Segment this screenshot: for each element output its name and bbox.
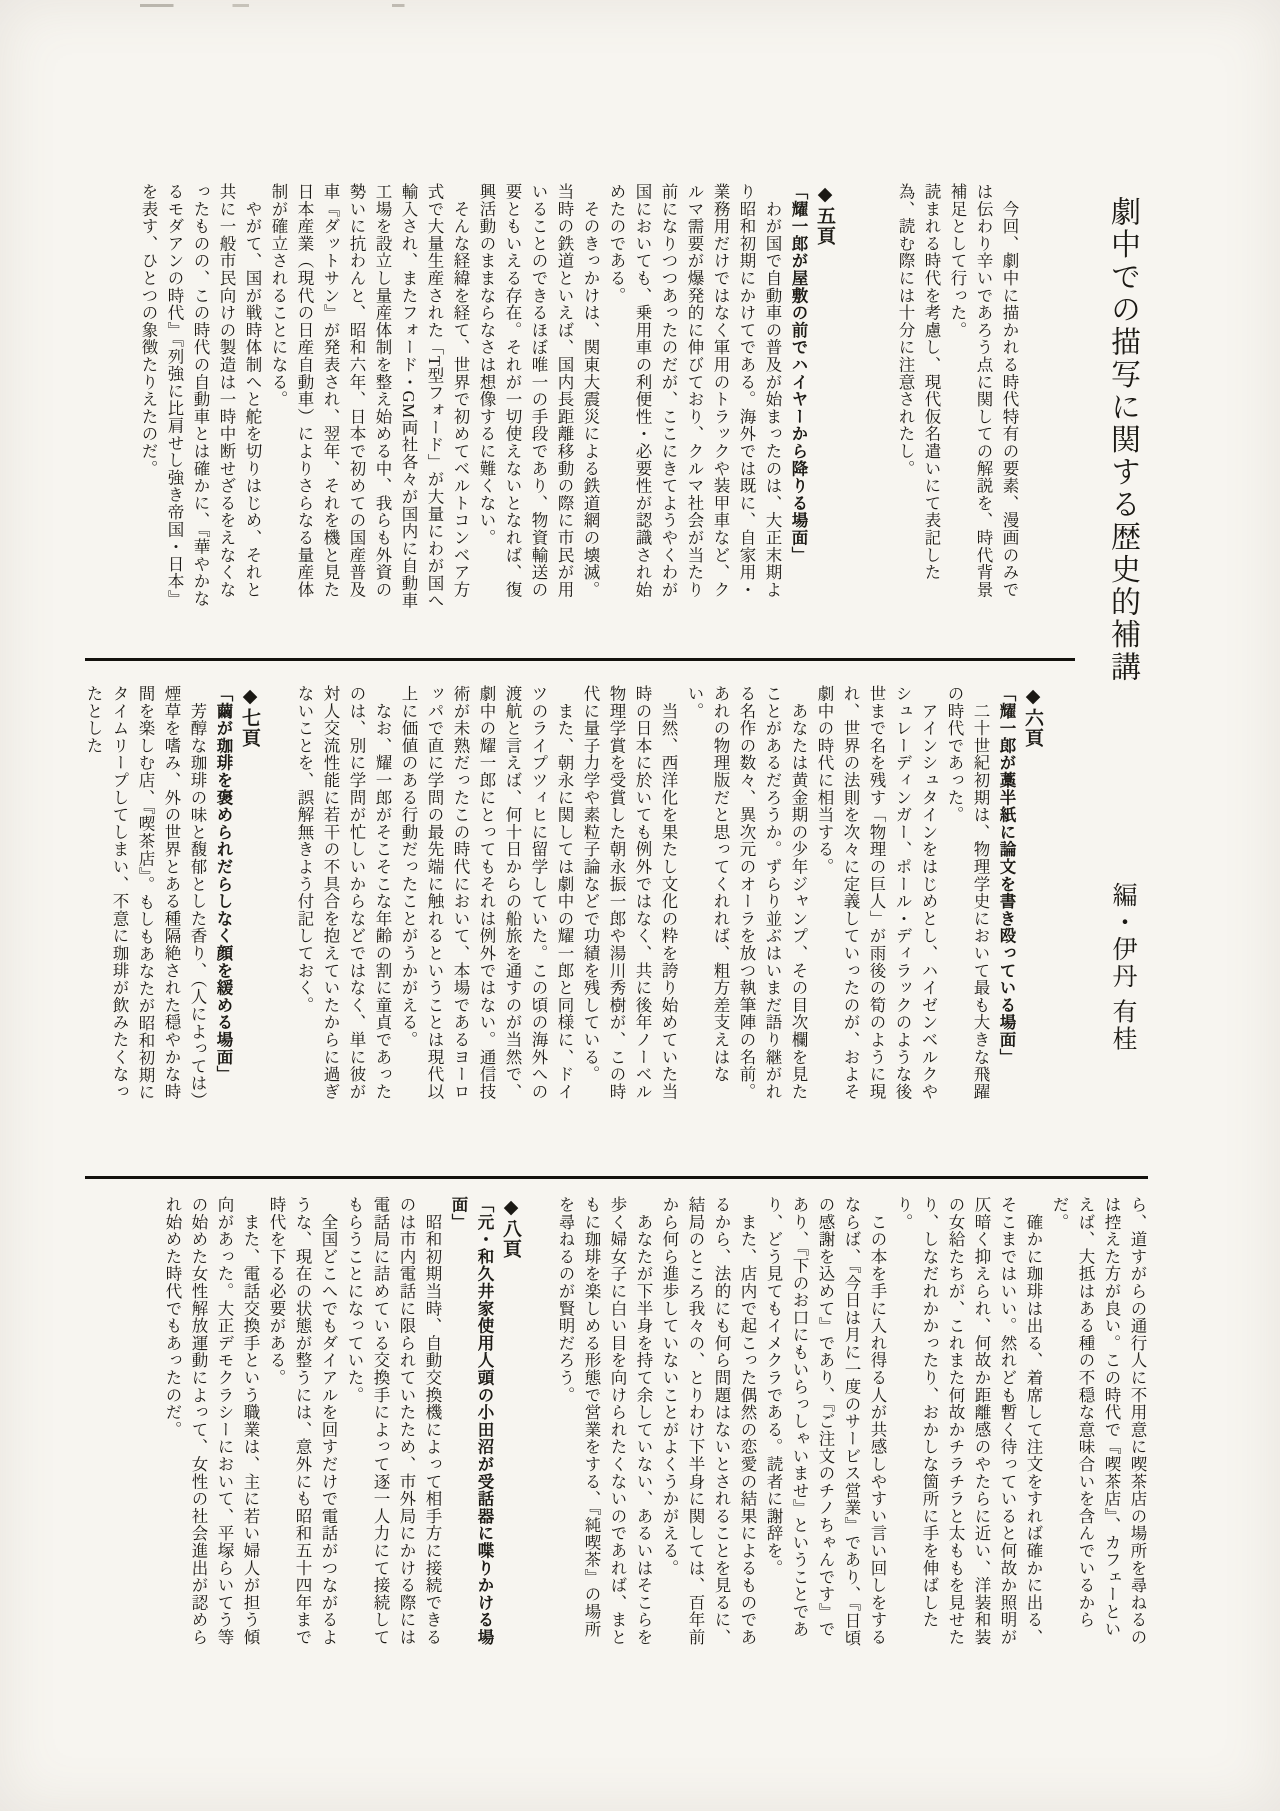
section-page7-continued (552, 1196, 1150, 1653)
paragraph: 二十世紀初期は、物理学史において最も大きな飛躍の時代であった。 (945, 685, 990, 1101)
section-heading: ◆六頁 (1022, 685, 1043, 748)
editor-credit: 編・伊丹 有桂 (1109, 881, 1136, 1052)
section-heading: ◆八頁 (500, 1196, 521, 1259)
section-subheading: 「耀一郎が藁半紙に論文を書き殴っている場面」 (997, 685, 1016, 1066)
page-title: 劇中での描写に関する歴史的補講 (1106, 196, 1139, 684)
paragraph: また、電話交換手という職業は、主に若い婦人が担う傾向があった。大正デモクラシーにおいて、平塚らいてう等の始めた女性解放運動によって、女性の社会進出が認められ始めた時代でもあったのだ。 (163, 1196, 260, 1646)
intro-paragraph: 読まれる時代を考慮し、現代仮名遣いにて表記した為、読む際には十分に注意されたし。 (896, 183, 941, 581)
intro-paragraph: 今回、劇中に描かれる時代特有の要素、漫画のみでは伝わり辛いであろう点に関しての解説を、時代背景補足として行った。 (948, 183, 1019, 599)
paragraph: そんな経緯を経て、世界で初めてベルトコンベア方式で大量生産された「T型フォード」が大量にわが国へ輸入され、またフォード・GM両社各々が国内に自動車工場を設立し量産体制を整え始める中、我らも外資の勢いに抗わんと、昭和六年、日本で初めての国産普及車『ダットサン』が発表され、翌年、それを機と見た日本産業（現代の日産自動車）によりさらなる量産体制が確立されることになる。 (269, 183, 470, 610)
band-bottom (159, 1196, 1150, 1653)
paragraph: また、朝永に関しては劇中の耀一郎と同様に、ドイツのライプツィヒに留学していた。この頃の海外への渡航と言えば、何十日からの船旅を通すのが当然で、劇中の耀一郎にとってもそれは例外ではない。通信技術が未熟だったこの時代において、本場であるヨーロッパで直に学問の最先端に触れるということは現代以上に価値のある行動だったことがうかがえる。 (399, 685, 574, 1101)
band-top (135, 183, 1022, 613)
section-page8 (159, 1196, 524, 1653)
paragraph: アインシュタインをはじめとし、ハイゼンベルクやシュレーディンガー、ポール・ディラックのような後世まで名を残す「物理の巨人」が雨後の筍のように現れ、世界の法則を次々に定義していったのが、およそ劇中の時代に相当する。 (815, 685, 938, 1101)
section-subheading: 「元・和久井家使用人頭の小田沼が受話器に喋りかける場面」 (449, 1196, 494, 1646)
paragraph: ら、道すがらの通行人に不用意に喫茶店の場所を尋ねるのは控えた方が良い。この時代で『喫茶店』、カフェーといえば、大抵はある種の不穏な意味合いを含んでいるからだ。 (1050, 1196, 1147, 1646)
paragraph: あなたが下半身を持て余していない、あるいはそこらを歩く婦女子に白い目を向けられたくないのであれば、まともに珈琲を楽しめる形態で営業をする、『純喫茶』の場所を尋ねるのが賢明だろう。 (556, 1196, 653, 1646)
paragraph: 昭和初期当時、自動交換機によって相手方に接続できるのは市内電話に限られていたため、市外局にかける際には電話局に詰めている交換手によって逐一人力にて接続してもらうことになっていた。 (345, 1196, 442, 1646)
section-page5 (135, 183, 838, 613)
section-page6 (291, 685, 1046, 1116)
band-middle (80, 685, 1046, 1116)
section-divider (85, 1176, 1148, 1179)
paragraph: なお、耀一郎がそこそこな年齢の割に童貞であったのは、別に学問が忙しいからなどではなく、単に彼が対人交流性能に若干の不具合を抱えていたからに過ぎないことを、誤解無きよう付記しておく。 (295, 685, 392, 1101)
paragraph: 当然、西洋化を果たし文化の粋を誇り始めていた当時の日本に於いても例外ではなく、共に後年ノーベル物理学賞を受賞した朝永振一郎や湯川秀樹が、この時代に量子力学や素粒子論などで功績を残している。 (581, 685, 678, 1101)
section-page7 (80, 685, 263, 1116)
section-subheading: 「耀一郎が屋敷の前でハイヤーから降りる場面」 (789, 183, 808, 564)
paragraph: この本を手に入れ得る人が共感しやすい言い回しをするならば、『今日は月に一度のサービス営業』であり、『日頃の感謝を込めて』であり、『ご注文のチノちゃんです』であり、『下のお口にもいらっしゃいませ』ということであり、どう見てもイメクラである。読者に謝辞を。 (764, 1196, 887, 1647)
paragraph: そのきっかけは、関東大震災による鉄道網の壊滅。当時の鉄道といえば、国内長距離移動の際に市民が用いることのできるほぼ唯一の手段であり、物資輸送の要ともいえる存在。それが一切使えないとなれば、復興活動のままならなさは想像するに難くない。 (477, 183, 600, 599)
section-heading: ◆七頁 (239, 685, 260, 748)
paragraph: 芳醇な珈琲の味と馥郁とした香り、（人によっては）煙草を嗜み、外の世界とある種隔絶された穏やかな時間を楽しむ店、『喫茶店』。もしもあなたが昭和初期にタイムリープしてしまい、不意に珈琲が飲みたくなったとした (84, 685, 207, 1110)
section-divider (85, 658, 1075, 661)
paragraph: わが国で自動車の普及が始まったのは、大正末期より昭和初期にかけてである。海外では既に、自家用・業務用だけではなく軍用のトラックや装甲車など、クルマ需要が爆発的に伸びており、クルマ社会が当たり前になりつつあったのだが、ここにきてようやくわが国においても、乗用車の利便性・必要性が認識され始めたのである。 (607, 183, 782, 599)
paragraph: あなたは黄金期の少年ジャンプ、その目次欄を見たことがあるだろうか。ずらり並ぶはいまだ語り継がれる名作の数々、異次元のオーラを放つ執筆陣の名前。あれの物理版だと思ってくれれば、粗方差支えはない。 (685, 685, 808, 1101)
paragraph: やがて、国が戦時体制へと舵を切りはじめ、それと共に一般市民向けの製造は一時中断せざるをえなくなったものの、この時代の自動車とは確かに、『華やかなるモダアンの時代』『列強に比肩せし強き帝国・日本』を表す、ひとつの象徴たりえたのだ。 (139, 183, 262, 608)
title-column (1100, 196, 1144, 1096)
scan-artifact (140, 4, 560, 7)
intro-note (892, 183, 1022, 613)
section-subheading: 「繭が珈琲を褒められだらしなく顔を緩める場面」 (214, 685, 233, 1083)
section-heading: ◆五頁 (814, 183, 835, 246)
paragraph: 全国どこへでもダイアルを回すだけで電話がつながるような、現在の状態が整うには、意外にも昭和五十四年まで時代を下る必要がある。 (267, 1196, 338, 1646)
paragraph: 確かに珈琲は出る、着席して注文をすれば確かに出る、そこまではいい。然れども暫く待っていると何故か照明が仄暗く抑えられ、何故か距離感のやたらに近い、洋装和装の女給たちが、これまた何故かチラチラと太ももを見せたり、しなだれかかったり、おかしな箇所に手を伸ばしたり。 (894, 1196, 1043, 1646)
paragraph: また、店内で起こった偶然の恋愛の結果によるものであるから、法的にも何ら問題はないとされることを見るに、結局のところ我々の、とりわけ下半身に関しては、百年前から何ら進歩していないことがよくうかがえる。 (660, 1196, 757, 1646)
